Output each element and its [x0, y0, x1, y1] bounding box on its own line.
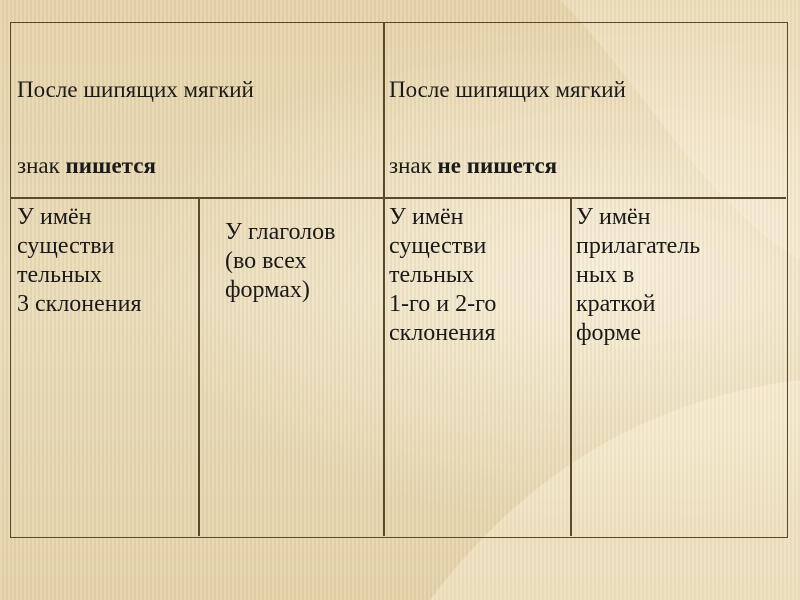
header-right-prefix: знак — [389, 153, 438, 178]
column-divider-left — [198, 198, 200, 536]
body-cell-nouns-3rd: У имён существи тельных 3 склонения — [17, 204, 142, 317]
header-right-line1: После шипящих мягкий — [389, 77, 626, 102]
row-divider — [11, 197, 786, 199]
header-right-bold: не пишется — [437, 153, 558, 178]
body-cell-nouns-1st-2nd: У имён существи тельных 1-го и 2-го склонения — [389, 204, 497, 346]
body-cell-verbs: У глаголов (во всех формах) — [225, 219, 336, 303]
header-left-prefix: знак — [17, 153, 66, 178]
header-cell-right — [389, 33, 779, 185]
rules-table — [10, 22, 788, 538]
header-left-bold: пишется — [65, 153, 156, 178]
header-left-line1: После шипящих мягкий — [17, 77, 254, 102]
header-cell-left — [17, 33, 377, 185]
column-divider-center — [383, 23, 385, 536]
column-divider-right — [570, 198, 572, 536]
body-cell-short-adjectives: У имён прилагатель ных в краткой форме — [576, 204, 701, 346]
